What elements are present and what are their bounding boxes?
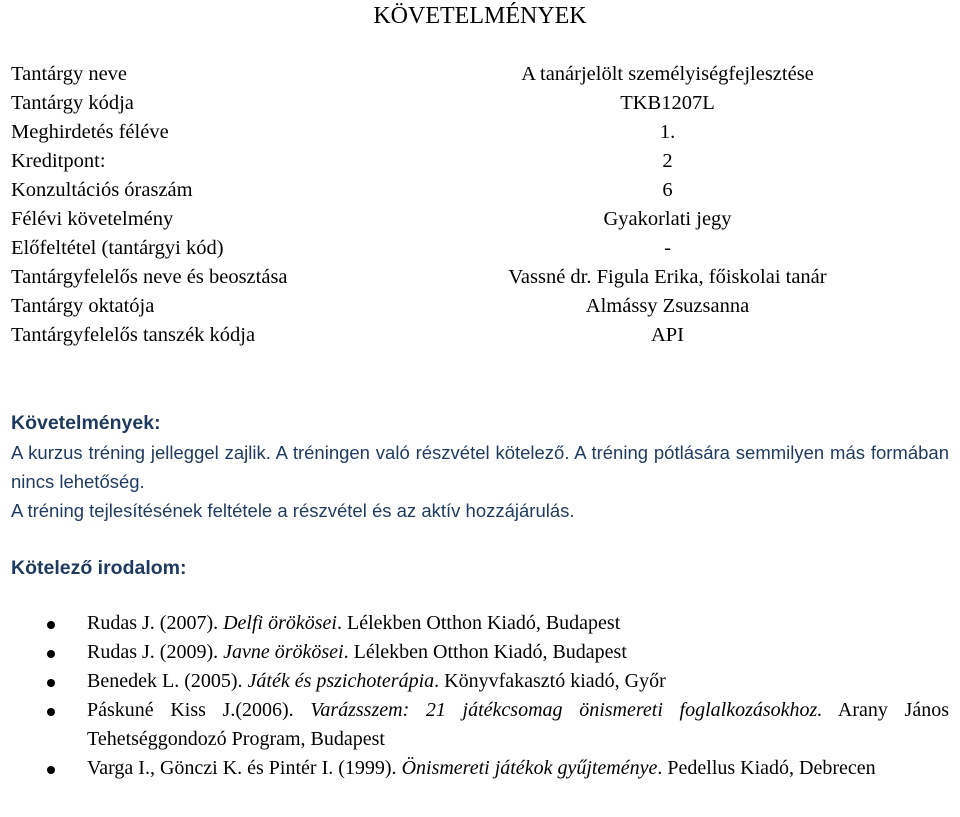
row-value: TKB1207L <box>620 92 715 114</box>
bullet-icon <box>47 679 55 687</box>
reference-title: Delfi örökösei <box>223 612 337 634</box>
literature-list <box>11 609 949 783</box>
row-label: Előfeltétel (tantárgyi kód) <box>11 237 224 259</box>
row-label: Tantárgyfelelős neve és beosztása <box>11 266 288 288</box>
literature-heading: Kötelező irodalom: <box>11 557 187 579</box>
row-value: 6 <box>662 179 673 201</box>
reference-author: Benedek L. (2005). <box>87 670 248 692</box>
row-value: 2 <box>662 150 673 172</box>
reference-author: Rudas J. (2007). <box>87 612 224 634</box>
row-label: Konzultációs óraszám <box>11 179 193 201</box>
reference-title: Játék és pszichoterápia <box>247 670 435 692</box>
course-info-table <box>11 60 949 350</box>
page-title: KÖVETELMÉNYEK <box>373 3 587 29</box>
row-value: Vassné dr. Figula Erika, főiskolai tanár <box>508 266 827 288</box>
reference-publisher: . Pedellus Kiadó, Debrecen <box>657 757 876 779</box>
row-label: Tantárgy oktatója <box>11 295 155 317</box>
list-item <box>11 638 949 667</box>
literature-section <box>11 554 949 783</box>
table-row <box>11 89 949 118</box>
row-label: Tantárgyfelelős tanszék kódja <box>11 324 256 346</box>
reference-title: Önismereti játékok gyűjteménye <box>401 757 658 779</box>
reference-publisher: . Lélekben Otthon Kiadó, Budapest <box>336 612 621 634</box>
reference-publisher: Arany János Tehetséggondozó Program, Budapest <box>87 699 949 750</box>
row-value: Almássy Zsuzsanna <box>585 295 750 317</box>
table-row <box>11 118 949 147</box>
bullet-icon <box>47 766 55 774</box>
reference-title: Javne örökösei <box>223 641 344 663</box>
list-item <box>11 696 949 754</box>
bullet-icon <box>47 621 55 629</box>
row-value: 1. <box>659 121 676 143</box>
table-row <box>11 147 949 176</box>
reference-author: Rudas J. (2009). <box>87 641 224 663</box>
row-value: API <box>650 324 685 346</box>
row-label: Félévi követelmény <box>11 208 174 230</box>
table-row <box>11 292 949 321</box>
list-item <box>11 667 949 696</box>
bullet-icon <box>47 650 55 658</box>
reference-title: Varázsszem: 21 játékcsomag önismereti foglalkozásokhoz. <box>310 699 823 721</box>
table-row <box>11 263 949 292</box>
table-row <box>11 60 949 89</box>
row-value: Gyakorlati jegy <box>603 208 732 230</box>
requirements-section <box>11 409 949 525</box>
row-value: - <box>664 237 671 259</box>
requirements-paragraph: A kurzus tréning jelleggel zajlik. A tréningen való részvétel kötelező. A tréning pótlására semmilyen más formában nincs lehetőség. <box>11 442 949 492</box>
row-label: Tantárgy kódja <box>11 92 134 114</box>
row-value: A tanárjelölt személyiségfejlesztése <box>521 63 814 85</box>
table-row <box>11 234 949 263</box>
table-row <box>11 205 949 234</box>
reference-publisher: . Könyvfakasztó kiadó, Győr <box>434 670 666 692</box>
list-item <box>11 754 949 783</box>
reference-publisher: . Lélekben Otthon Kiadó, Budapest <box>343 641 627 663</box>
row-label: Kreditpont: <box>11 150 106 172</box>
row-label: Meghirdetés féléve <box>11 121 169 143</box>
table-row <box>11 176 949 205</box>
requirements-heading: Követelmények: <box>11 412 161 434</box>
row-label: Tantárgy neve <box>11 63 128 85</box>
reference-author: Varga I., Gönczi K. és Pintér I. (1999). <box>87 757 402 779</box>
list-item <box>11 609 949 638</box>
requirements-paragraph: A tréning tejlesítésének feltétele a részvétel és az aktív hozzájárulás. <box>11 500 575 521</box>
bullet-icon <box>47 708 55 716</box>
reference-author: Páskuné Kiss J.(2006). <box>87 699 311 721</box>
table-row <box>11 321 949 350</box>
